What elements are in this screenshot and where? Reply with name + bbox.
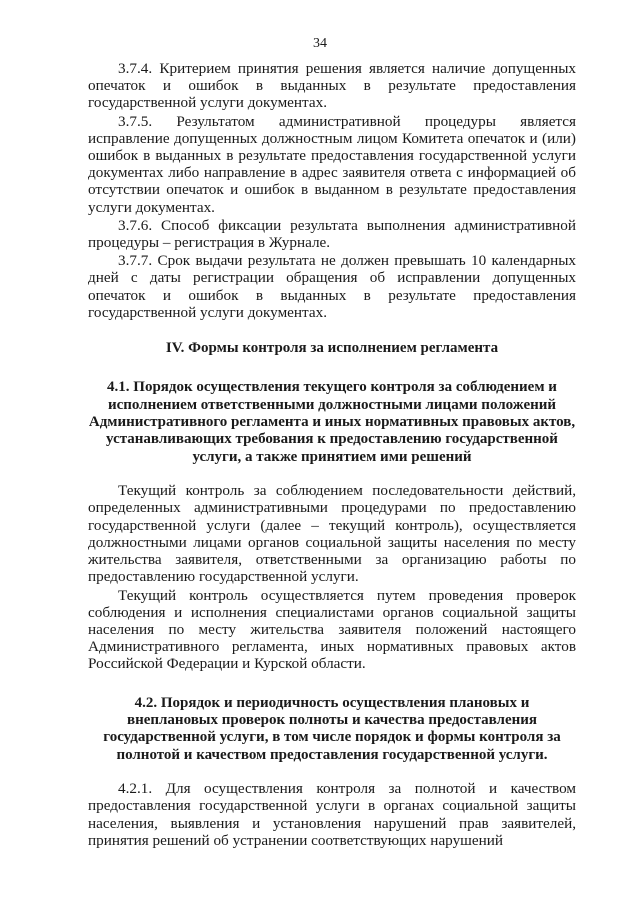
section-4-title: IV. Формы контроля за исполнением регламента xyxy=(165,340,499,357)
paragraph-4-1-current-control: Текущий контроль за соблюдением последовательности действий, определенных административными процедурами по предоставлению государственной услуги (далее – текущий контроль), осуществляется должностными лицами органов социальной защиты населения по месту жительства заявителя, ответственными за организацию работы по предоставлению государственной услуги. xyxy=(88,482,576,586)
page-number: 34 xyxy=(313,36,327,51)
paragraph-4-2-1: 4.2.1. Для осуществления контроля за полнотой и качеством предоставления государственной услуги в органах социальной защиты населения, выявления и установления нарушений прав заявителей, принятия решений об устранении соответствующих нарушений xyxy=(88,780,576,849)
paragraph-3-7-7: 3.7.7. Срок выдачи результата не должен превышать 10 календарных дней с даты регистрации обращения об исправлении допущенных опечаток и ошибок в выданных в результате предоставления государственной услуги документах. xyxy=(88,252,576,321)
document-body xyxy=(88,60,576,849)
subsection-4-1-title: 4.1. Порядок осуществления текущего контроля за соблюдением и исполнением ответственными должностными лицами положений Административного регламента и иных нормативных правовых актов, устанавливающих требования к предоставлению государственной услуги, а также принятием ими решений xyxy=(88,379,576,465)
paragraph-3-7-4: 3.7.4. Критерием принятия решения является наличие допущенных опечаток и ошибок в выданных в результате предоставления государственной услуги документах. xyxy=(88,60,576,112)
paragraph-3-7-6: 3.7.6. Способ фиксации результата выполнения административной процедуры – регистрация в Журнале. xyxy=(88,216,576,252)
subsection-4-2-title: 4.2. Порядок и периодичность осуществления плановых и внеплановых проверок полноты и качества предоставления государственной услуги, в том числе порядок и формы контроля за полнотой и качеством предоставления государственной услуги. xyxy=(103,694,561,763)
paragraph-3-7-5: 3.7.5. Результатом административной процедуры является исправление допущенных должностным лицом Комитета опечаток и (или) ошибок в выданных в результате предоставления государственной услуги документах либо направление в адрес заявителя ответа с информацией об отсутствии опечаток и ошибок в выданном в результате предоставления услуги документах. xyxy=(88,112,576,216)
paragraph-4-1-checks: Текущий контроль осуществляется путем проведения проверок соблюдения и исполнения специалистами органов социальной защиты населения по месту жительства заявителя положений настоящего Административного регламента, иных нормативных правовых актов Российской Федерации и Курской области. xyxy=(88,586,576,673)
